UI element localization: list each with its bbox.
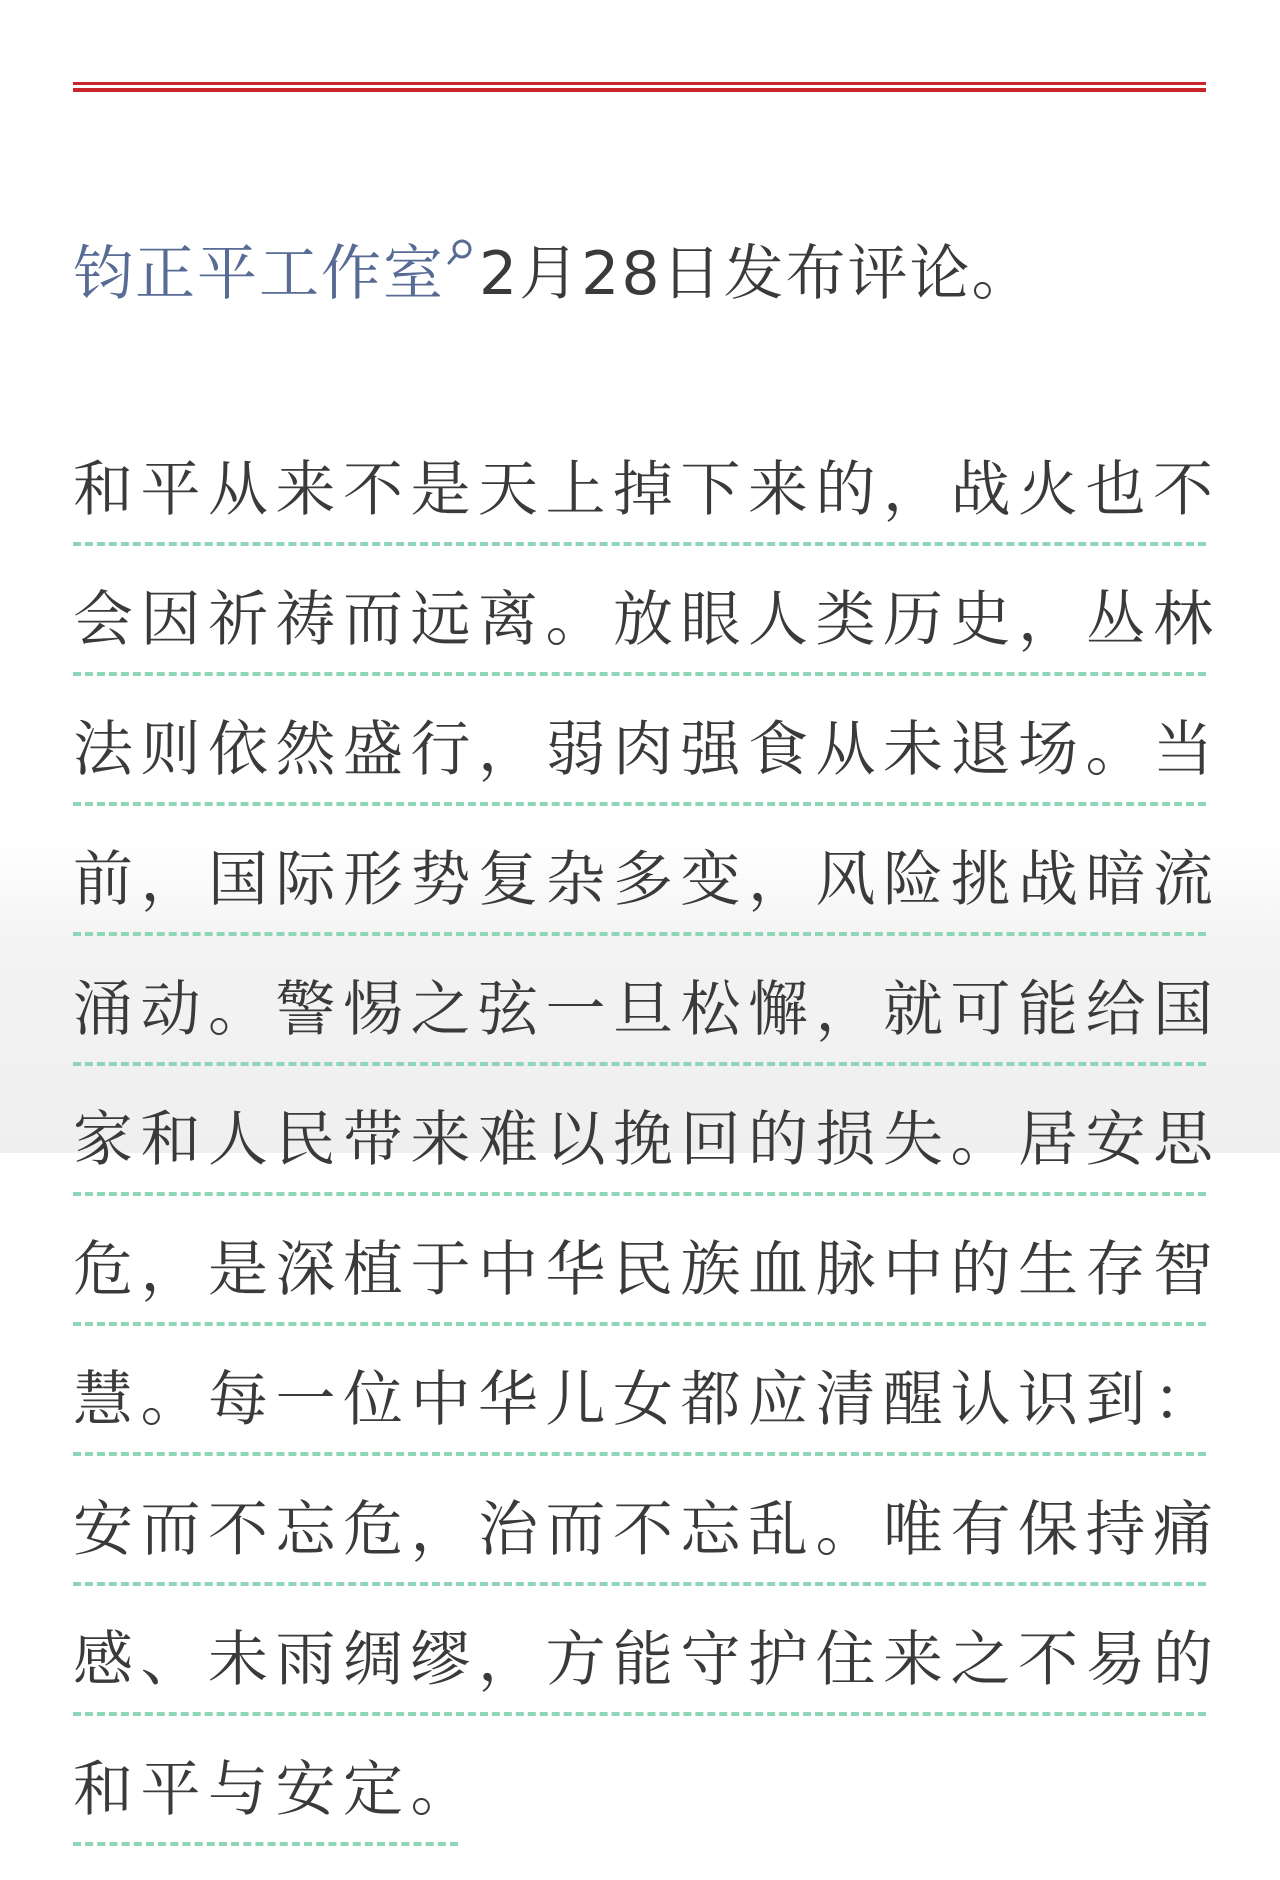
dashed-underline [73, 932, 1206, 936]
dashed-underline [73, 542, 1206, 546]
dashed-underline [73, 1842, 458, 1846]
text-line [73, 580, 1221, 710]
text-line [73, 1750, 1213, 1880]
divider-line-bottom [73, 88, 1206, 92]
text-line [73, 710, 1221, 840]
author-link[interactable]: 钧正平工作室 [73, 239, 445, 309]
text-line-content: 和平从来不是天上掉下来的，战火也不 [73, 455, 1221, 525]
text-line-content: 前，国际形势复杂多变，风险挑战暗流 [73, 845, 1221, 915]
dashed-underline [73, 1192, 1206, 1196]
search-icon[interactable] [445, 234, 479, 286]
dashed-underline [73, 1062, 1206, 1066]
text-line-content: 安而不忘危，治而不忘乱。唯有保持痛 [73, 1495, 1221, 1565]
text-line-content: 涌动。警惕之弦一旦松懈，就可能给国 [73, 975, 1221, 1045]
text-line-content: 和平与安定。 [73, 1755, 478, 1825]
text-line-content: 危，是深植于中华民族血脉中的生存智 [73, 1235, 1221, 1305]
dashed-underline [73, 1712, 1206, 1716]
dashed-underline [73, 802, 1206, 806]
post-meta [73, 234, 1034, 314]
header-divider [73, 82, 1206, 94]
text-line-content: 法则依然盛行，弱肉强食从未退场。当 [73, 715, 1221, 785]
text-line [73, 1230, 1221, 1360]
text-line [73, 840, 1221, 970]
divider-line-top [73, 82, 1206, 85]
text-line [73, 450, 1221, 580]
text-line-content: 会因祈祷而远离。放眼人类历史，丛林 [73, 585, 1221, 655]
text-line-content: 感、未雨绸缪，方能守护住来之不易的 [73, 1625, 1221, 1695]
dashed-underline [73, 1322, 1206, 1326]
text-line-content: 家和人民带来难以挽回的损失。居安思 [73, 1105, 1221, 1175]
publish-note: 2月28日发布评论。 [479, 239, 1034, 309]
dashed-underline [73, 672, 1206, 676]
text-line-content: 慧。每一位中华儿女都应清醒认识到： [73, 1365, 1221, 1435]
text-line [73, 970, 1221, 1100]
dashed-underline [73, 1582, 1206, 1586]
article-body [73, 450, 1221, 1880]
text-line [73, 1360, 1221, 1490]
text-line [73, 1620, 1221, 1750]
dashed-underline [73, 1452, 1206, 1456]
text-line [73, 1100, 1221, 1230]
text-line [73, 1490, 1221, 1620]
